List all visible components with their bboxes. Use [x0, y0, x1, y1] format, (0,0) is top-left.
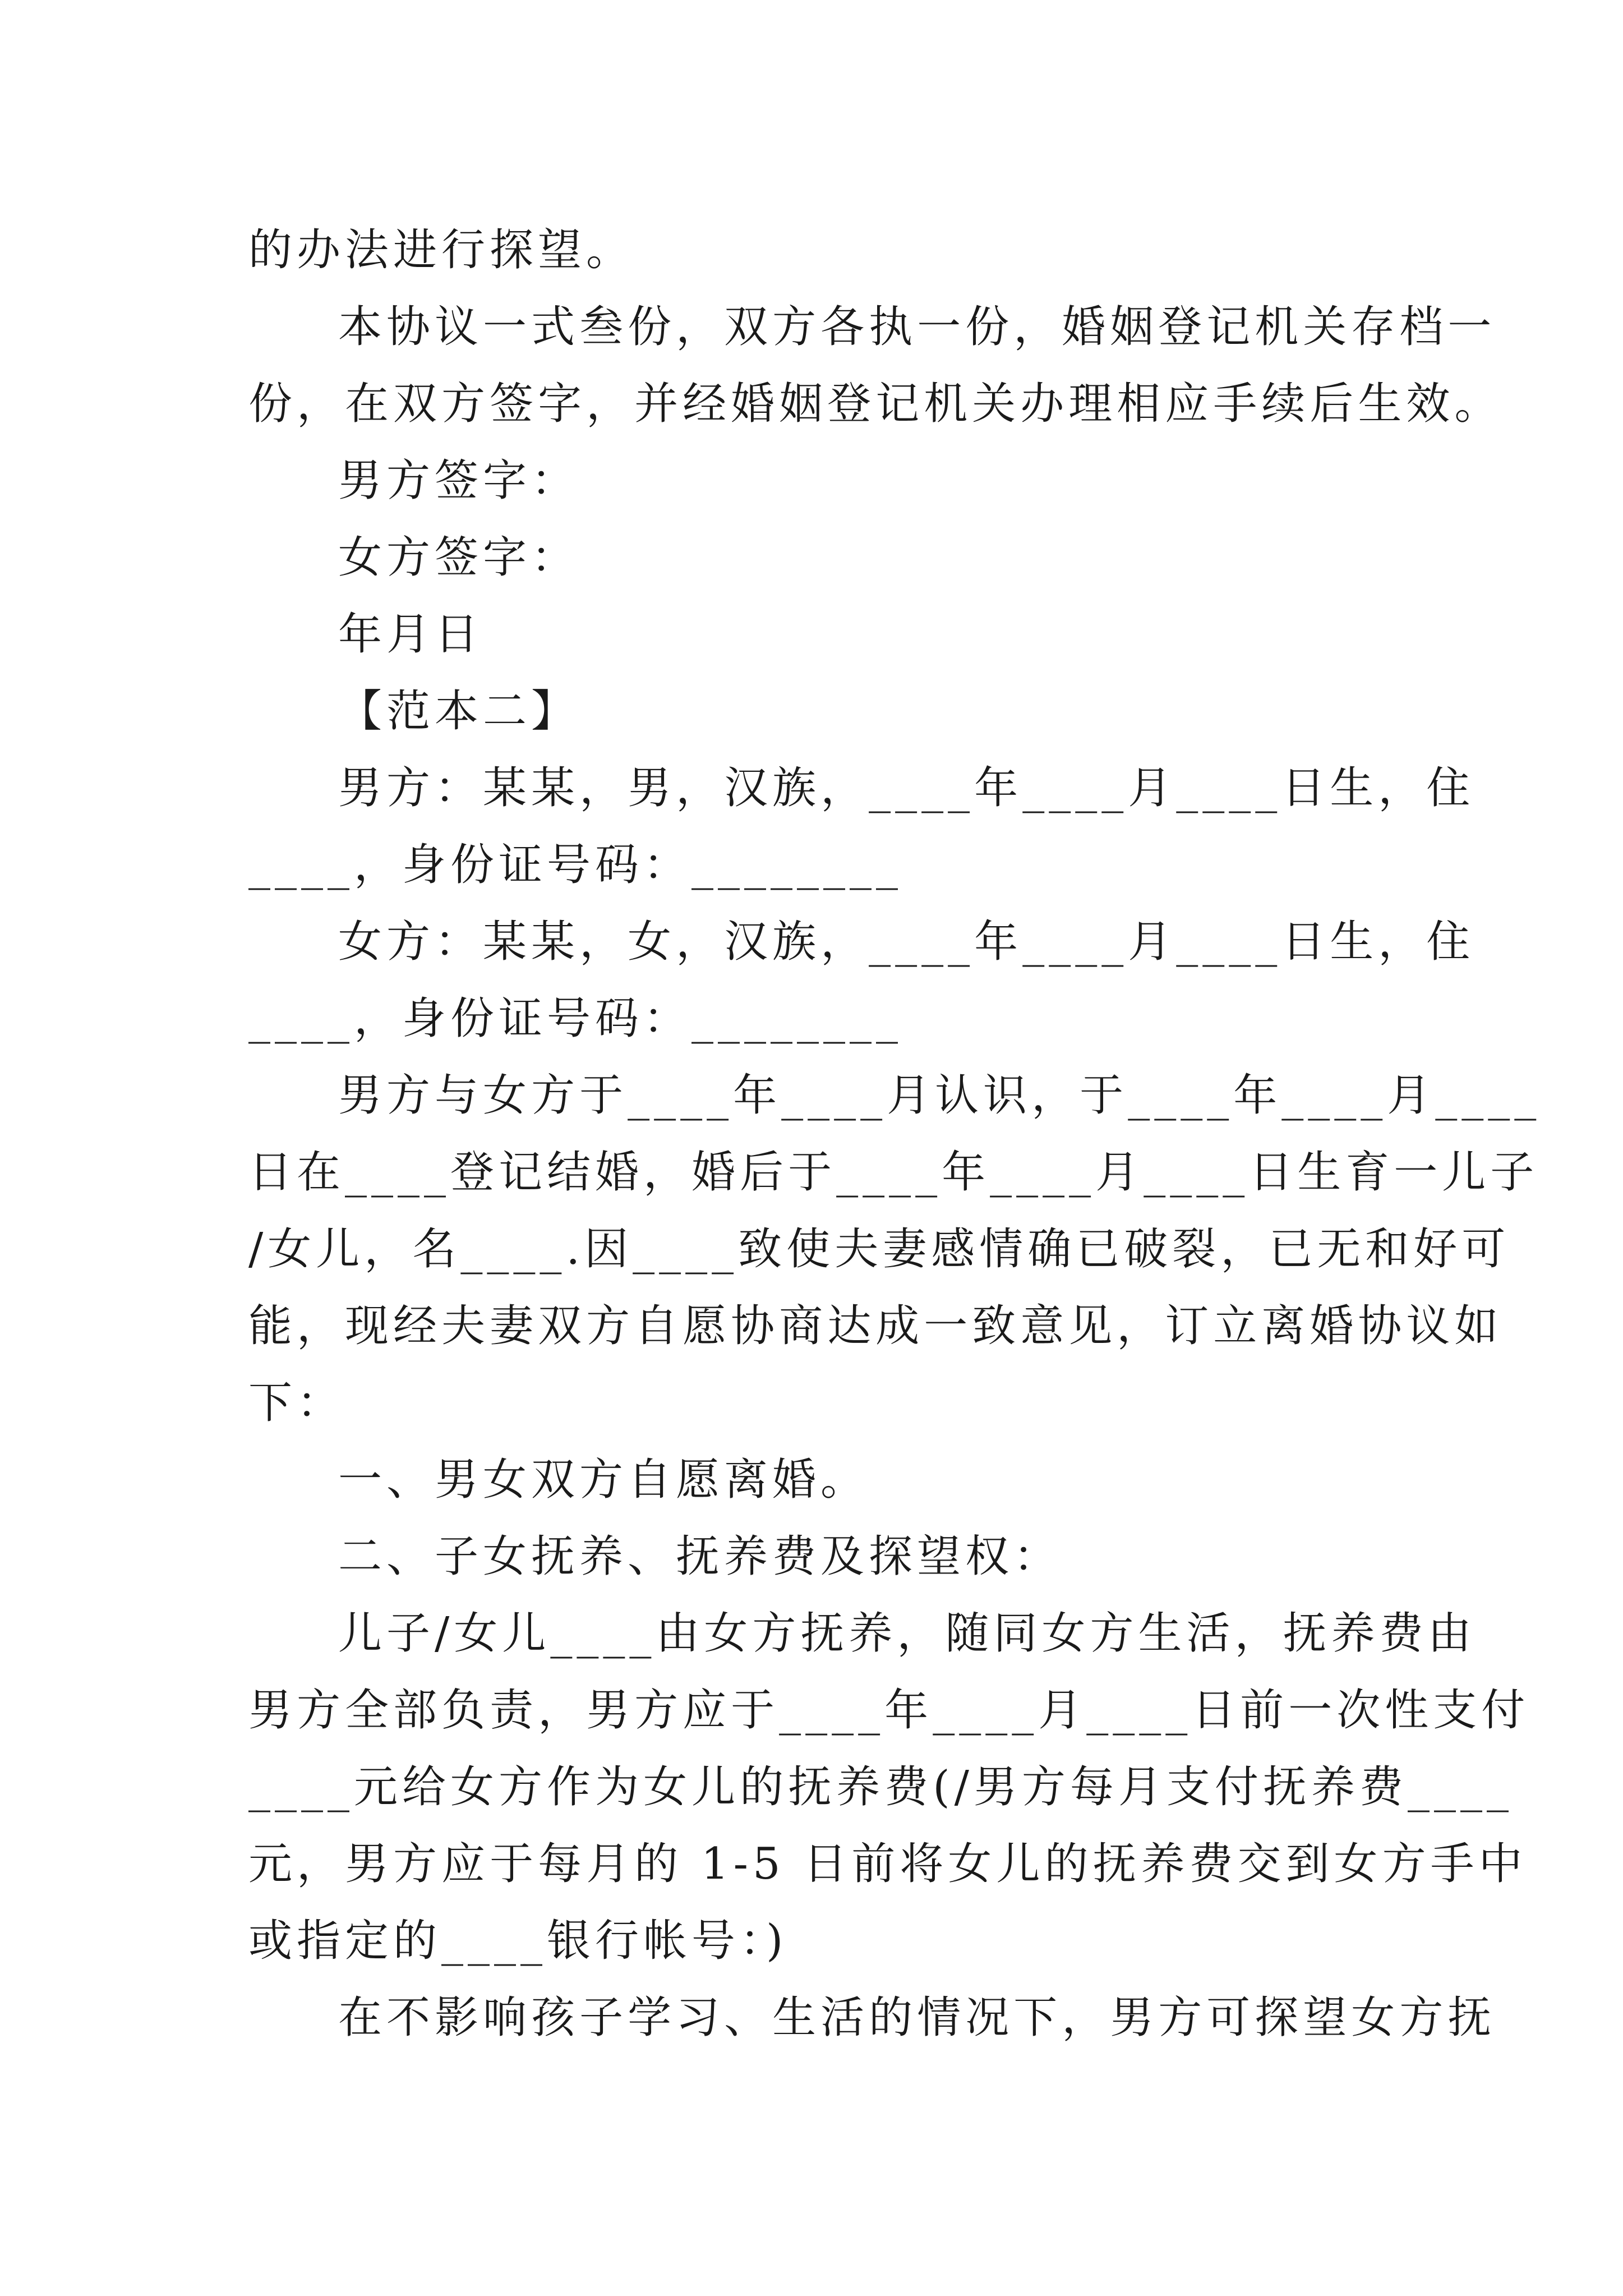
text-line: 的办法进行探望。: [248, 225, 635, 275]
text-line: ____，身份证号码：________: [248, 840, 903, 890]
text-line: 在 不 影 响 孩 子 学 习 、 生 活 的 情 况 下 ， 男 方 可 探 望 女 方 抚: [338, 1993, 1496, 2043]
text-line: 元 ， 男 方 应 于 每 月 的 1 - 5 日 前 将 女 儿 的 抚 养 费 交 到 女 方 手 中: [248, 1839, 1527, 1889]
text-line: 或指定的____银行帐号：): [248, 1916, 788, 1966]
text-line: ____，身份证号码：________: [248, 993, 903, 1044]
text-line: 男 方 ： 某 某 ， 男 ， 汉 族 ， _ _ _ _ 年 _ _ _ _ 月 _ _ _ _ 日 生 ， 住: [338, 763, 1475, 813]
female-signature-line: 女方签字：: [338, 532, 580, 583]
text-line: 日 在 _ _ _ _ 登 记 结 婚 ， 婚 后 于 _ _ _ _ 年 _ _ _ _ 月 _ _ _ _ 日 生 育 一 儿 子: [248, 1147, 1539, 1198]
date-line: 年月日: [338, 609, 483, 660]
clause-heading: 二、子女抚养、抚养费及探望权：: [338, 1531, 1062, 1582]
document-body: [248, 212, 1541, 2056]
text-line: 女 方 ： 某 某 ， 女 ， 汉 族 ， _ _ _ _ 年 _ _ _ _ 月 _ _ _ _ 日 生 ， 住: [338, 917, 1475, 967]
text-line: 本 协 议 一 式 叁 份 ， 双 方 各 执 一 份 ， 婚 姻 登 记 机 关 存 档 一: [338, 302, 1496, 352]
text-line: / 女 儿 ， 名 _ _ _ _ . 因 _ _ _ _ 致 使 夫 妻 感 情 确 已 破 裂 ， 已 无 和 好 可: [248, 1224, 1510, 1274]
text-line: _ _ _ _ 元 给 女 方 作 为 女 儿 的 抚 养 费 ( / 男 方 每 月 支 付 抚 养 费 _ _ _ _: [248, 1762, 1514, 1812]
text-line: 男 方 与 女 方 于 _ _ _ _ 年 _ _ _ _ 月 认 识 ， 于 _ _ _ _ 年 _ _ _ _ 月 _ _ _ _: [338, 1070, 1541, 1121]
text-line: 份 ， 在 双 方 签 字 ， 并 经 婚 姻 登 记 机 关 办 理 相 应 手 续 后 生 效 。: [248, 379, 1503, 429]
text-line: 男 方 全 部 负 责 ， 男 方 应 于 _ _ _ _ 年 _ _ _ _ 月 _ _ _ _ 日 前 一 次 性 支 付: [248, 1685, 1530, 1736]
text-line: 儿 子 / 女 儿 _ _ _ _ 由 女 方 抚 养 ， 随 同 女 方 生 活 ， 抚 养 费 由: [338, 1608, 1476, 1659]
male-signature-line: 男方签字：: [338, 455, 580, 506]
clause-heading: 一、男女双方自愿离婚。: [338, 1455, 869, 1505]
text-line: 下：: [248, 1378, 345, 1428]
section-heading: 【范本二】: [338, 686, 580, 737]
text-line: 能 ， 现 经 夫 妻 双 方 自 愿 协 商 达 成 一 致 意 见 ， 订 立 离 婚 协 议 如: [248, 1301, 1503, 1351]
